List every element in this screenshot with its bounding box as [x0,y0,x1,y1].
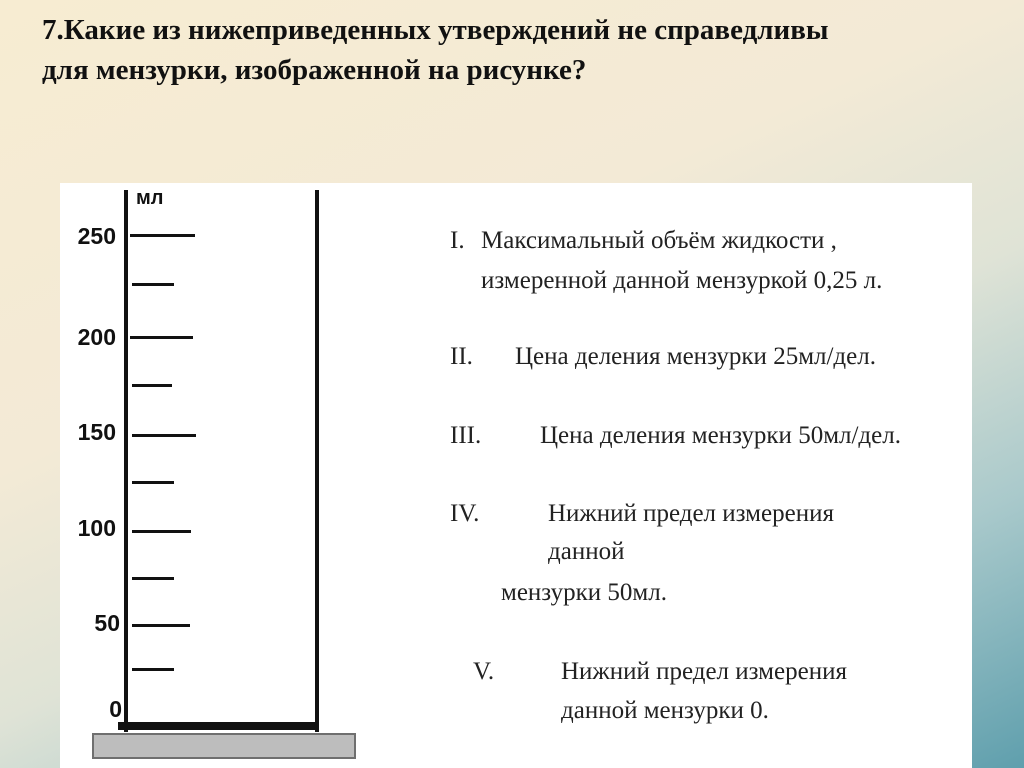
statement-1-line-2: измеренной данной мензуркой 0,25 л. [481,267,883,294]
statement-5-number: V. [473,658,495,685]
tick-200 [130,336,193,339]
tick-175 [132,384,172,387]
statement-3-number: III. [450,422,482,449]
tick-50 [132,624,190,627]
statement-4-line-2: данной [548,538,625,565]
statement-5-line-1: Нижний предел измерения [561,658,847,685]
tick-25 [132,668,174,671]
scale-label-200: 200 [77,324,116,350]
cylinder-bottom [118,722,319,730]
unit-label: мл [136,187,164,209]
cylinder-right-wall [315,190,319,732]
statement-4-line-1: Нижний предел измерения [548,500,834,527]
cylinder-stand [92,733,356,759]
scale-label-150: 150 [77,419,116,445]
tick-150 [132,434,196,437]
question-line-1: 7.Какие из нижеприведенных утверждений не справедливы [42,14,829,46]
tick-250 [130,234,195,237]
question-text [42,10,1002,90]
scale-label-0: 0 [109,696,122,722]
statement-5-line-2: данной мензурки 0. [561,697,769,724]
scale-label-250: 250 [77,223,116,249]
scale-label-100: 100 [77,515,116,541]
statement-2-number: II. [450,343,473,370]
statement-2-line-1: Цена деления мензурки 25мл/дел. [515,343,876,370]
statement-4-number: IV. [450,500,480,527]
cylinder-left-wall [124,190,128,732]
tick-225 [132,283,174,286]
statement-1-number: I. [450,227,465,254]
statement-1-line-1: Максимальный объём жидкости , [481,227,837,254]
scale-label-50: 50 [94,610,120,636]
statement-3-line-1: Цена деления мензурки 50мл/дел. [540,422,901,449]
tick-75 [132,577,174,580]
statement-4-line-3: мензурки 50мл. [501,579,667,606]
question-line-2: для мензурки, изображенной на рисунке? [42,54,587,86]
tick-100 [132,530,191,533]
tick-125 [132,481,174,484]
